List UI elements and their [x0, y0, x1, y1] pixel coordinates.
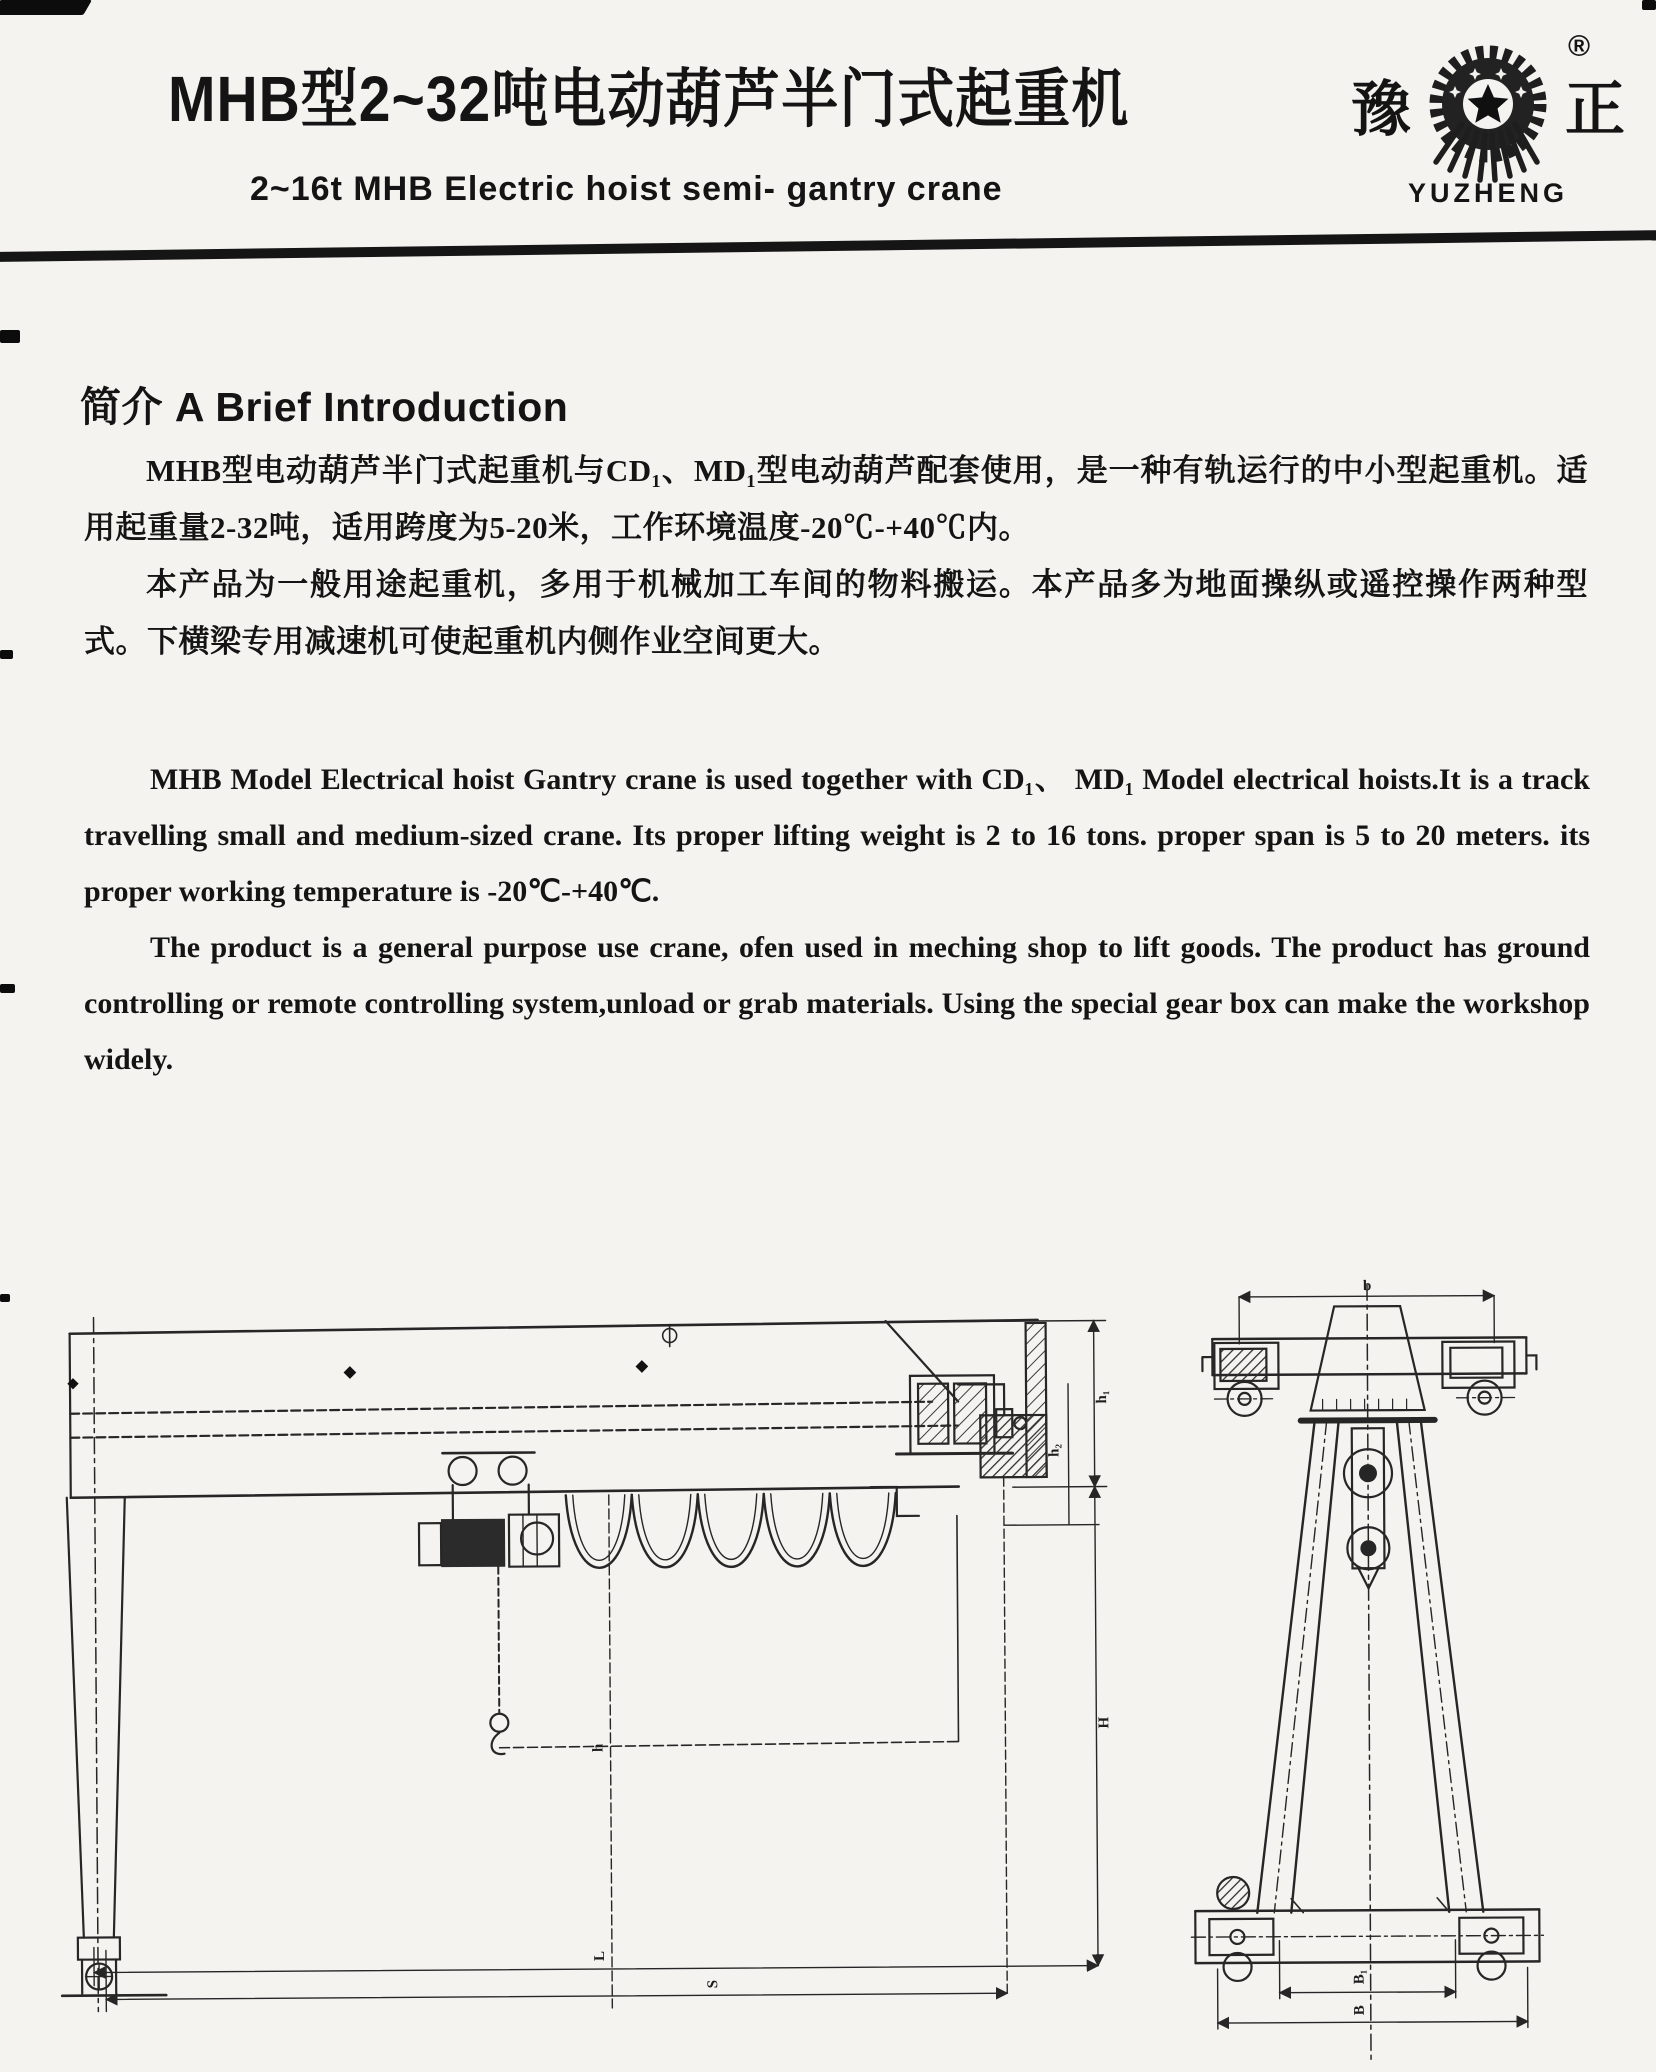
hoist-trolley	[418, 1452, 559, 1567]
dim-label-inner: B₁	[1351, 1969, 1368, 1985]
bottom-beam	[1191, 1875, 1544, 1981]
left-leg	[58, 1317, 167, 2012]
travel-motor	[1217, 1877, 1249, 1909]
dim-label-top: b	[1362, 1278, 1372, 1295]
dim-label-h1: h₁	[1094, 1390, 1111, 1404]
side-view-drawing	[1186, 1268, 1650, 2072]
en-paragraph-2: The product is a general purpose use crane, ofen used in meching shop to lift goods. The product has ground controlling or remote controlling system,unload or grab materials. Using the special gear box can make the workshop widely.	[84, 931, 1590, 1076]
registered-trademark-icon: ®	[1568, 30, 1591, 63]
leg-cap-and-sheaves	[1300, 1284, 1438, 2061]
hook-and-chain	[489, 1564, 958, 1755]
side-girder	[1202, 1337, 1536, 1416]
cn-paragraph-2: 本产品为一般用途起重机，多用于机械加工车间的物料搬运。本产品多为地面操纵或遥控操作两种型式。下横梁专用减速机可使起重机内侧作业空间更大。	[84, 567, 1588, 659]
scan-artifact	[0, 650, 13, 659]
dim-label-overall: L	[591, 1950, 609, 1962]
logo-char-right: 正	[1565, 77, 1625, 143]
scan-artifact	[0, 0, 92, 15]
en-paragraph-1: MHB Model Electrical hoist Gantry crane is used together with CD₁、 MD₁ Model electrical hoists.It is a track travelling small and medium-sized crane. Its proper lifting weight is 2 to 16 tons. proper span is 5 to 20 meters. its proper working temperature is -20℃-+40℃.	[84, 763, 1590, 908]
dim-label-span: S	[705, 1979, 722, 1989]
scan-artifact	[1642, 0, 1656, 10]
main-girder	[67, 1320, 1039, 1498]
intro-chinese	[84, 442, 1588, 670]
logo-wordmark: YUZHENG	[1407, 178, 1568, 208]
intro-english	[84, 752, 1590, 1088]
section-heading: 简介 A Brief Introduction	[80, 384, 569, 430]
gear-star-icon	[1413, 34, 1563, 186]
front-view-drawing	[52, 1292, 1162, 2060]
brand-logo	[1316, 30, 1656, 209]
dim-label-hook: h	[590, 1743, 607, 1753]
scan-artifact	[0, 330, 20, 343]
scan-artifact	[0, 1294, 10, 1302]
logo-row	[1316, 30, 1656, 186]
logo-char-left: 豫	[1351, 77, 1411, 143]
header-divider	[0, 230, 1656, 262]
page-subtitle: 2~16t MHB Electric hoist semi- gantry crane	[250, 170, 1003, 208]
dim-label-h2: h₂	[1046, 1443, 1063, 1457]
dim-label-outer: B	[1351, 2005, 1368, 2016]
scan-artifact	[0, 984, 15, 993]
cn-paragraph-1: MHB型电动葫芦半门式起重机与CD₁、MD₁型电动葫芦配套使用，是一种有轨运行的中小型起重机。适用起重量2-32吨，适用跨度为5-20米，工作环境温度-20℃-+40℃内。	[84, 453, 1588, 545]
page-title: MHB型2~32吨电动葫芦半门式起重机	[168, 63, 1130, 136]
festoon-cables	[566, 1493, 896, 1568]
dim-label-height: H	[1096, 1716, 1113, 1729]
